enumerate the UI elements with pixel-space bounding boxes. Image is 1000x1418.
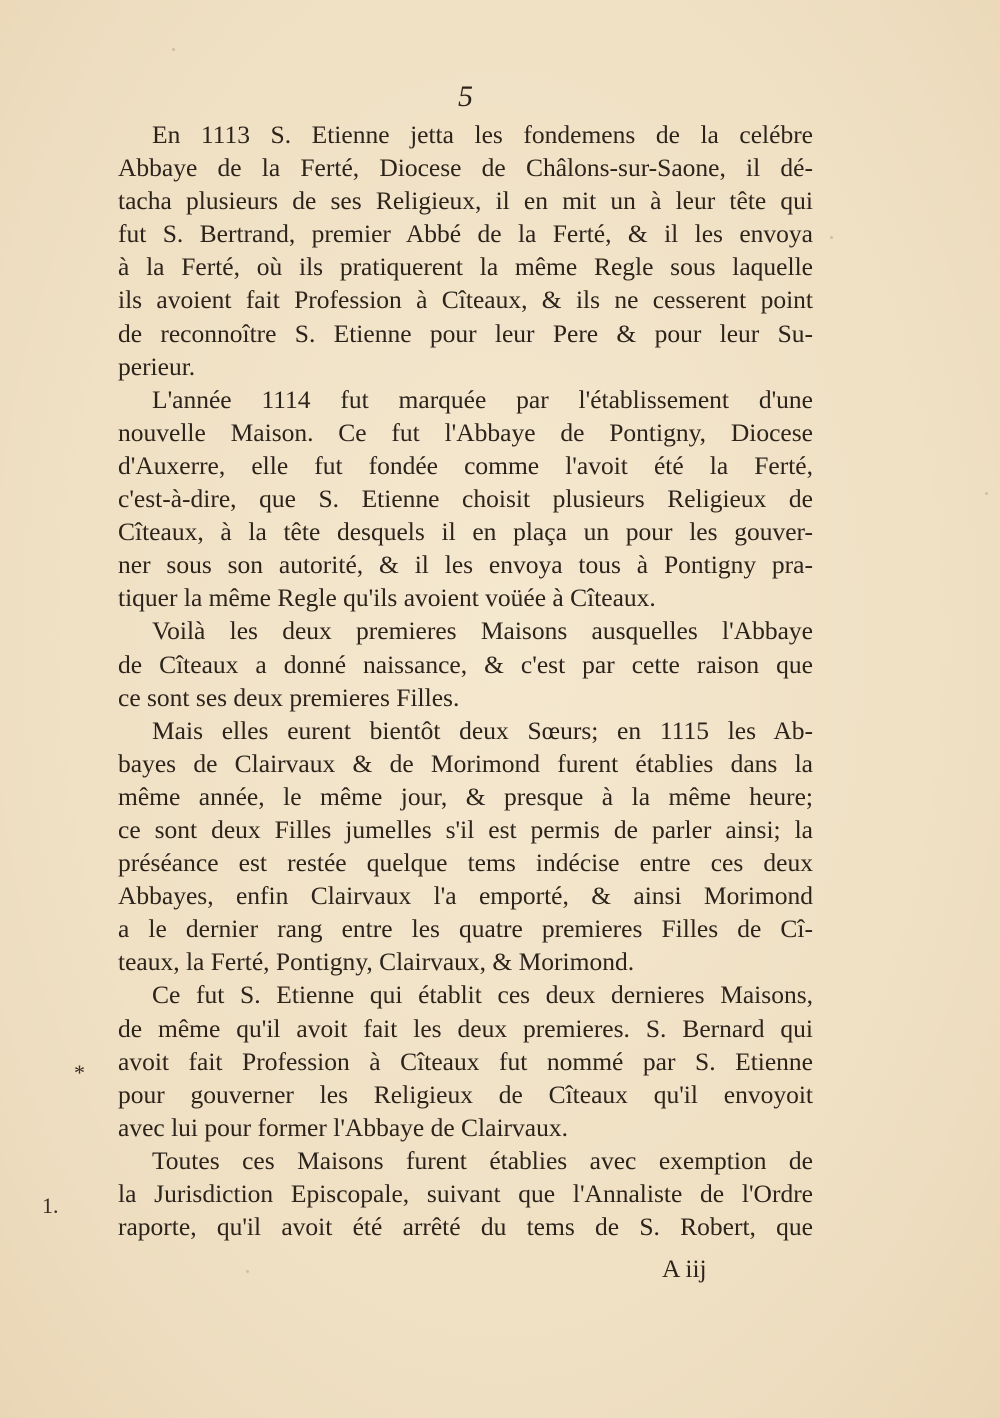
- text-line: ce sont ses deux premieres Filles.: [118, 682, 460, 712]
- text-line: préséance est restée quelque tems indécise entre ces deux: [118, 848, 813, 878]
- page-number: 5: [458, 80, 473, 113]
- text-line: perieur.: [118, 351, 196, 381]
- text-line: de Cîteaux a donné naissance, & c'est par cette raison que: [118, 649, 813, 679]
- text-line: la Jurisdiction Episcopale, suivant que l'Annaliste de l'Ordre: [118, 1179, 813, 1208]
- text-line: bayes de Clairvaux & de Morimond furent établies dans la: [118, 748, 813, 778]
- text-line: de même qu'il avoit fait les deux premieres. S. Bernard qui: [118, 1013, 813, 1043]
- text-line: ner sous son autorité, & il les envoya tous à Pontigny pra-: [118, 550, 813, 580]
- paper-speck: [172, 48, 175, 51]
- text-line: Cîteaux, à la tête desquels il en plaça un pour les gouver-: [118, 517, 813, 547]
- text-line: En 1113 S. Etienne jetta les fondemens de la celébre: [152, 120, 813, 149]
- text-line: Toutes ces Maisons furent établies avec exemption de: [152, 1145, 813, 1175]
- text-line: ce sont deux Filles jumelles s'il est permis de parler ainsi; la: [118, 814, 813, 844]
- paragraph: [118, 118, 813, 383]
- text-line: tiquer la même Regle qu'ils avoient voüée à Cîteaux.: [118, 583, 656, 613]
- text-line: fut S. Bertrand, premier Abbé de la Ferté, & il les envoya: [118, 219, 813, 249]
- text-line: avec lui pour former l'Abbaye de Clairvaux.: [118, 1112, 568, 1142]
- text-line: même année, le même jour, & presque à la même heure;: [118, 781, 813, 811]
- text-line: c'est-à-dire, que S. Etienne choisit plusieurs Religieux de: [118, 484, 813, 514]
- paragraph: [118, 978, 813, 1143]
- text-line: pour gouverner les Religieux de Cîteaux qu'il envoyoit: [118, 1079, 813, 1109]
- catchword: A iij: [662, 1254, 707, 1283]
- text-line: teaux, la Ferté, Pontigny, Clairvaux, & Morimond.: [118, 947, 635, 977]
- paper-speck: [985, 492, 988, 495]
- body-text: [118, 118, 813, 1243]
- text-line: à la Ferté, où ils pratiquerent la même Regle sous laquelle: [118, 252, 813, 282]
- text-line: ils avoient fait Profession à Cîteaux, & ils ne cesserent point: [118, 285, 813, 315]
- text-line: avoit fait Profession à Cîteaux fut nommé par S. Etienne: [118, 1046, 813, 1076]
- paragraph: [118, 614, 813, 713]
- text-line: Voilà les deux premieres Maisons ausquelles l'Abbaye: [152, 616, 813, 646]
- text-line: nouvelle Maison. Ce fut l'Abbaye de Pontigny, Diocese: [118, 417, 813, 447]
- margin-asterisk-mark: *: [74, 1060, 85, 1085]
- paragraph: [118, 714, 813, 979]
- text-line: a le dernier rang entre les quatre premieres Filles de Cî-: [118, 914, 813, 944]
- paragraph: [118, 383, 813, 615]
- paper-speck: [246, 1270, 249, 1273]
- text-line: Abbaye de la Ferté, Diocese de Châlons-sur-Saone, il dé-: [118, 153, 813, 183]
- text-line: Mais elles eurent bientôt deux Sœurs; en 1115 les Ab-: [152, 715, 813, 745]
- margin-note-mark: 1.: [42, 1193, 59, 1218]
- text-line: Ce fut S. Etienne qui établit ces deux dernieres Maisons,: [152, 980, 813, 1010]
- text-line: d'Auxerre, elle fut fondée comme l'avoit été la Ferté,: [118, 450, 813, 480]
- text-line: tacha plusieurs de ses Religieux, il en mit un à leur tête qui: [118, 186, 813, 216]
- paper-speck: [830, 236, 833, 239]
- text-line: L'année 1114 fut marquée par l'établissement d'une: [152, 384, 813, 414]
- text-line: Abbayes, enfin Clairvaux l'a emporté, & ainsi Morimond: [118, 881, 813, 911]
- paragraph: [118, 1144, 813, 1243]
- text-line: de reconnoître S. Etienne pour leur Pere & pour leur Su-: [118, 318, 813, 348]
- text-line: raporte, qu'il avoit été arrêté du tems de S. Robert, que: [118, 1212, 813, 1242]
